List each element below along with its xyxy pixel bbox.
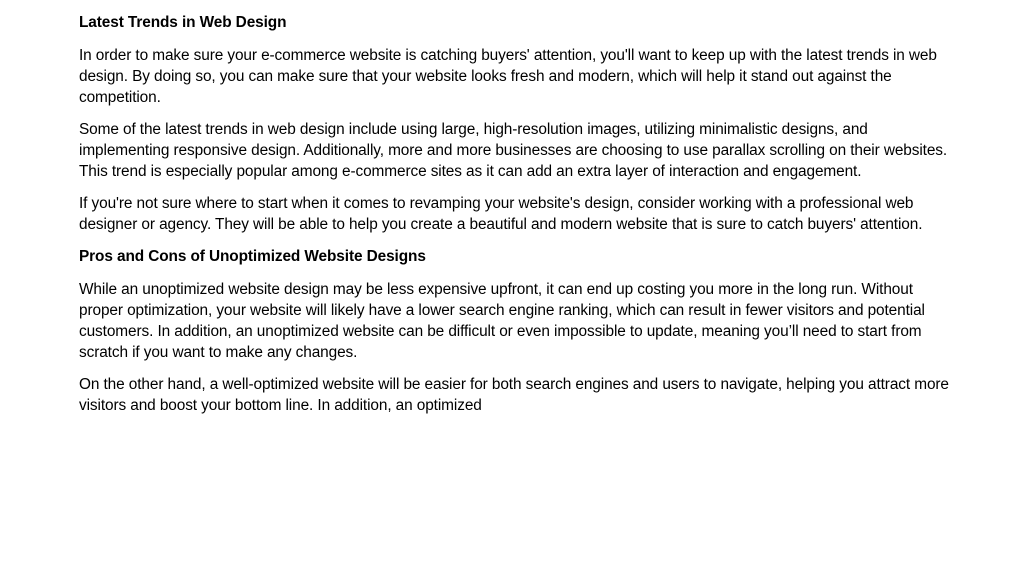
paragraph: While an unoptimized website design may be less expensive upfront, it can end up costing you more in the long run. Without proper optimization, your website will likely have a lower search engine ranking, which can result in fewer visitors and potential customers. In addition, an unoptimized website can be difficult or even impossible to update, meaning you’ll need to start from scratch if you want to make any changes.: [79, 281, 925, 361]
paragraph: On the other hand, a well-optimized website will be easier for both search engines and users to navigate, helping you attract more visitors and boost your bottom line. In addition, an optimized: [79, 376, 949, 414]
paragraph: In order to make sure your e-commerce website is catching buyers' attention, you'll want to keep up with the latest trends in web design. By doing so, you can make sure that your website looks fresh and modern, which will help it stand out against the competition.: [79, 47, 937, 106]
document-body: [79, 12, 951, 427]
paragraph: If you're not sure where to start when it comes to revamping your website's design, consider working with a professional web designer or agency. They will be able to help you create a beautiful and modern website that is sure to catch buyers' attention.: [79, 195, 923, 233]
section-heading-latest-trends: Latest Trends in Web Design: [79, 14, 287, 31]
paragraph: Some of the latest trends in web design include using large, high-resolution images, utilizing minimalistic designs, and implementing responsive design. Additionally, more and more businesses are choosing to use parallax scrolling on their websites. This trend is especially popular among e-commerce sites as it can add an extra layer of interaction and engagement.: [79, 121, 948, 180]
section-heading-pros-cons: Pros and Cons of Unoptimized Website Designs: [79, 248, 426, 265]
